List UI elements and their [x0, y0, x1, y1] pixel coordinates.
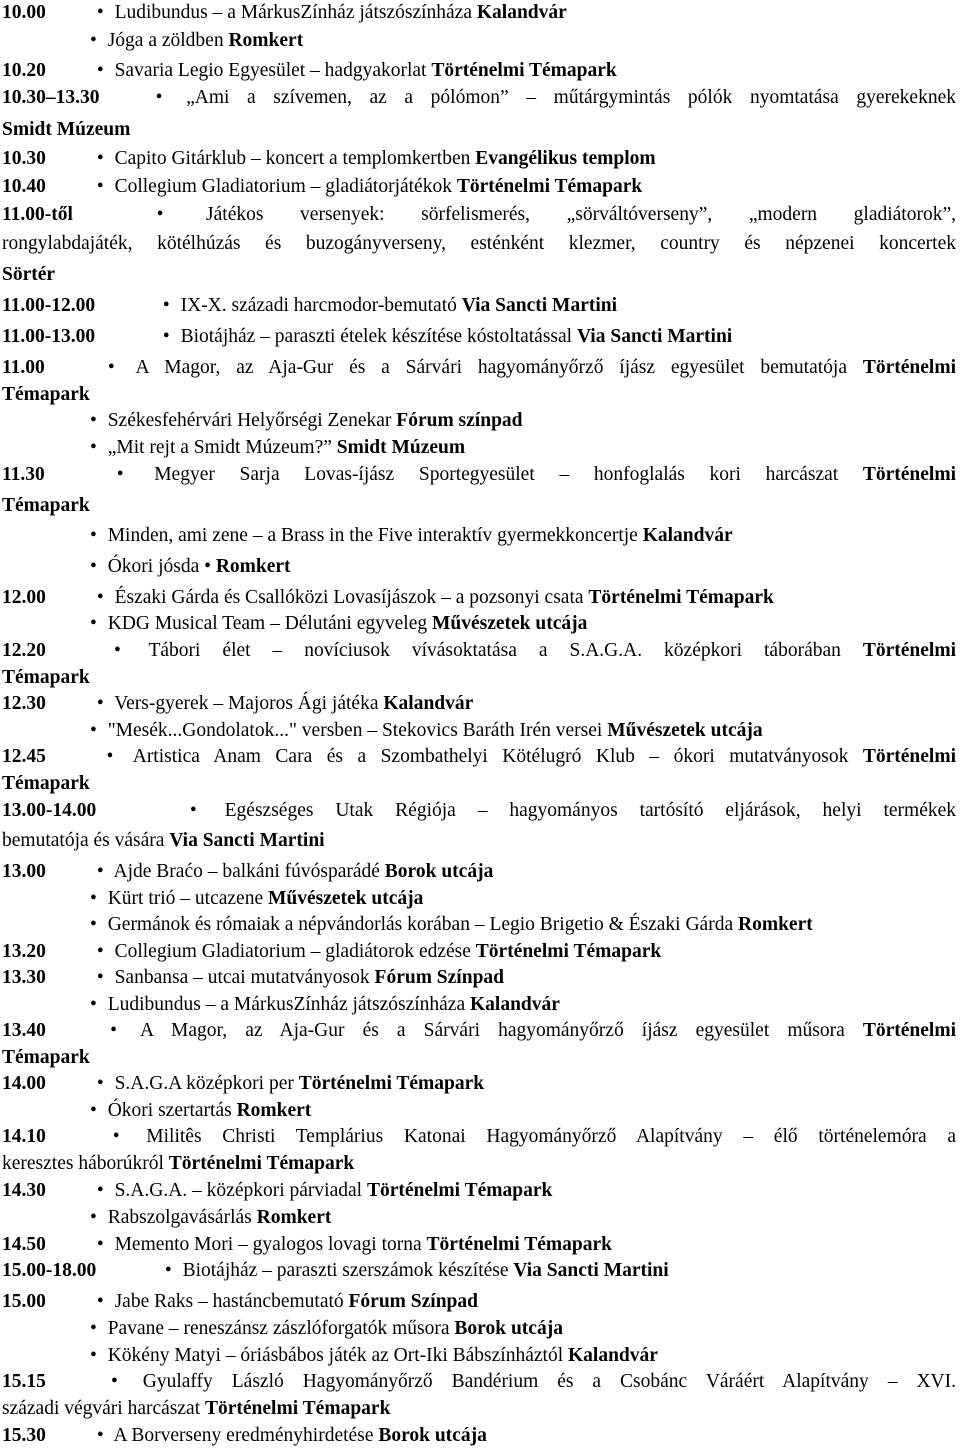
event-description: Ajde Braćo – balkáni fúvósparádé	[113, 861, 380, 882]
bullet-icon: •	[164, 1260, 172, 1281]
bullet-icon: •	[106, 746, 114, 767]
event-description: Collegium Gladiatorium – gladiátorjátékok	[114, 176, 452, 197]
bullet-icon: •	[90, 888, 97, 909]
event-location: Evangélikus templom	[475, 148, 656, 169]
event-description: "Mesék...Gondolatok..." versben – Stekovics Baráth Irén versei	[107, 720, 603, 741]
program-line	[2, 586, 956, 610]
event-time: 12.30	[2, 693, 46, 714]
program-line	[2, 829, 956, 853]
bullet-icon: •	[96, 176, 104, 197]
event-time: 14.10	[2, 1126, 46, 1147]
program-line	[2, 86, 956, 110]
event-description: keresztes háborúkról	[2, 1153, 164, 1174]
program-line	[2, 356, 956, 380]
event-description: Kürt trió – utcazene	[107, 888, 264, 909]
program-line	[2, 940, 956, 964]
bullet-icon: •	[96, 1180, 104, 1201]
bullet-icon: •	[90, 613, 97, 634]
event-description: Germánok és rómaiak a népvándorlás korában – Legio Brigetio & Északi Gárda	[107, 914, 734, 935]
event-location: Kalandvár	[469, 994, 560, 1015]
event-description: Biotájház – paraszti szerszámok készítése	[182, 1260, 509, 1281]
event-time: 11.00-12.00	[2, 295, 96, 316]
bullet-icon: •	[90, 410, 97, 431]
program-line	[2, 1397, 956, 1421]
event-time: 12.20	[2, 640, 46, 661]
program-line	[2, 799, 956, 823]
event-time: 10.30–13.30	[2, 87, 100, 108]
program-line	[2, 966, 956, 990]
bullet-icon: •	[107, 357, 115, 378]
event-location: Témapark	[2, 1047, 90, 1068]
event-location: Művészetek utcája	[267, 888, 424, 909]
event-time: 15.00-18.00	[2, 1260, 97, 1281]
event-location: Via Sancti Martini	[576, 326, 733, 347]
event-location: Témapark	[2, 384, 90, 405]
event-description: Capito Gitárklub – koncert a templomkertben	[114, 148, 471, 169]
event-description: KDG Musical Team – Délutáni egyveleg	[107, 613, 428, 634]
event-location: Borok utcája	[378, 1425, 487, 1446]
bullet-icon: •	[90, 994, 97, 1015]
event-location: Via Sancti Martini	[461, 295, 618, 316]
program-line	[2, 913, 956, 937]
program-line	[2, 325, 956, 349]
bullet-icon: •	[162, 295, 170, 316]
event-location: Sörtér	[2, 264, 56, 285]
event-description: A Magor, az Aja-Gur és a Sárvári hagyományőrző íjász egyesület bemutatója	[135, 357, 847, 378]
program-line	[2, 436, 956, 460]
program-line	[2, 745, 956, 769]
program-line	[2, 147, 956, 171]
event-location: Történelmi Témapark	[475, 941, 662, 962]
event-description: IX-X. századi harcmodor-bemutató	[180, 295, 457, 316]
event-description: Játékos versenyek: sörfelismerés, „sörváltóverseny”, „modern gladiátorok”,	[206, 204, 957, 225]
event-description: A Magor, az Aja-Gur és a Sárvári hagyományőrző íjász egyesület műsora	[139, 1020, 845, 1041]
event-time: 14.30	[2, 1180, 46, 1201]
event-description: Pavane – reneszánsz zászlóforgatók műsora	[107, 1318, 450, 1339]
event-description: Militês Christi Templárius Katonai Hagyományőrző Alapítvány – élő történelemóra a	[146, 1126, 957, 1147]
program-line	[2, 1206, 956, 1230]
bullet-icon: •	[90, 525, 97, 546]
event-time: 10.20	[2, 60, 46, 81]
bullet-icon: •	[189, 800, 197, 821]
event-location: Történelmi Témapark	[456, 176, 643, 197]
event-time: 14.00	[2, 1073, 46, 1094]
program-line	[2, 860, 956, 884]
program-line	[2, 1152, 956, 1176]
bullet-icon: •	[96, 1234, 104, 1255]
event-location: Történelmi Témapark	[168, 1153, 355, 1174]
event-location: Romkert	[738, 914, 813, 935]
event-description: Jabe Raks – hastáncbemutató	[114, 1291, 344, 1312]
event-time: 11.00-től	[2, 204, 73, 225]
program-line	[2, 1072, 956, 1096]
event-time: 13.00-14.00	[2, 800, 97, 821]
program-line	[2, 639, 956, 663]
event-description: Ludibundus – a MárkusZínház játszószínháza	[107, 994, 466, 1015]
event-location: Történelmi	[862, 464, 956, 485]
event-description: A Borverseny eredményhirdetése	[113, 1425, 374, 1446]
bullet-icon: •	[96, 941, 104, 962]
program-line	[2, 1290, 956, 1314]
event-description: S.A.G.A. – középkori párviadal	[114, 1180, 363, 1201]
event-description: Ludibundus – a MárkusZínház játszószínháza	[114, 2, 472, 23]
program-line	[2, 1179, 956, 1203]
event-description: Északi Gárda és Csallóközi Lovasíjászok – a pozsonyi csata	[114, 587, 584, 608]
program-line	[2, 772, 956, 796]
event-location: Smidt Múzeum	[2, 119, 131, 140]
event-description: Collegium Gladiatorium – gladiátorok edzése	[114, 941, 471, 962]
bullet-icon: •	[112, 1126, 120, 1147]
event-description: Rabszolgavásárlás	[107, 1207, 252, 1228]
event-description: Ókori jósda •	[107, 556, 211, 577]
event-description: Gyulaffy László Hagyományőrző Bandérium és a Csobánc Váráért Alapítvány – XVI.	[142, 1371, 957, 1392]
event-description: bemutatója és vására	[2, 830, 165, 851]
event-location: Fórum Színpad	[374, 967, 505, 988]
program-line	[2, 993, 956, 1017]
event-time: 15.00	[2, 1291, 46, 1312]
event-location: Történelmi	[862, 746, 956, 767]
event-description: „Ami a szívemen, az a pólómon” – műtárgymintás pólók nyomtatása gyerekeknek	[186, 87, 956, 108]
bullet-icon: •	[96, 587, 104, 608]
event-location: Témapark	[2, 667, 90, 688]
event-time: 13.00	[2, 861, 46, 882]
program-line	[2, 29, 956, 53]
program-line	[2, 1424, 956, 1448]
event-location: Történelmi	[862, 640, 957, 661]
event-location: Művészetek utcája	[607, 720, 763, 741]
bullet-icon: •	[96, 967, 104, 988]
event-location: Via Sancti Martini	[169, 830, 325, 851]
program-line	[2, 232, 956, 256]
event-description: Ókori szertartás	[107, 1100, 232, 1121]
bullet-icon: •	[155, 87, 163, 108]
program-line	[2, 1125, 956, 1149]
program-line	[2, 383, 956, 407]
bullet-icon: •	[90, 1100, 97, 1121]
event-time: 13.40	[2, 1020, 46, 1041]
event-description: Székesfehérvári Helyőrségi Zenekar	[107, 410, 392, 431]
event-location: Romkert	[236, 1100, 312, 1121]
event-time: 10.00	[2, 2, 46, 23]
event-time: 10.30	[2, 148, 46, 169]
program-line	[2, 1, 956, 25]
event-location: Kalandvár	[642, 525, 733, 546]
program-line	[2, 1317, 956, 1341]
program-line	[2, 1099, 956, 1123]
event-description: Memento Mori – gyalogos lovagi torna	[114, 1234, 422, 1255]
event-time: 11.30	[2, 464, 45, 485]
bullet-icon: •	[96, 1291, 104, 1312]
program-line	[2, 1344, 956, 1368]
event-location: Romkert	[228, 30, 304, 51]
event-location: Romkert	[215, 556, 291, 577]
event-description: Vers-gyerek – Majoros Ági játéka	[114, 693, 379, 714]
event-description: Biotájház – paraszti ételek készítése kóstoltatással	[180, 326, 573, 347]
event-location: Borok utcája	[454, 1318, 563, 1339]
bullet-icon: •	[96, 861, 104, 882]
event-time: 14.50	[2, 1234, 46, 1255]
program-line	[2, 1233, 956, 1257]
event-location: Történelmi Témapark	[588, 587, 774, 608]
event-location: Történelmi Témapark	[366, 1180, 553, 1201]
event-location: Témapark	[2, 495, 90, 516]
bullet-icon: •	[116, 464, 124, 485]
program-line	[2, 612, 956, 636]
event-location: Fórum színpad	[396, 410, 523, 431]
bullet-icon: •	[110, 1020, 117, 1041]
event-description: Savaria Legio Egyesület – hadgyakorlat	[114, 60, 427, 81]
event-time: 13.20	[2, 941, 46, 962]
program-line	[2, 409, 956, 433]
event-location: Történelmi Témapark	[298, 1073, 485, 1094]
event-location: Történelmi	[862, 1020, 956, 1041]
event-description: Artistica Anam Cara és a Szombathelyi Kötélugró Klub – ókori mutatványosok	[132, 746, 849, 767]
event-location: Történelmi Témapark	[426, 1234, 612, 1255]
program-line	[2, 494, 956, 518]
bullet-icon: •	[96, 1073, 104, 1094]
event-description: Egészséges Utak Régiója – hagyományos tartósító eljárások, helyi termékek	[224, 800, 956, 821]
bullet-icon: •	[90, 1345, 97, 1366]
program-line	[2, 263, 956, 287]
bullet-icon: •	[90, 720, 97, 741]
program-line	[2, 175, 956, 199]
event-time: 12.45	[2, 746, 46, 767]
program-line	[2, 1046, 956, 1070]
event-location: Kalandvár	[383, 693, 474, 714]
event-time: 15.15	[2, 1371, 46, 1392]
program-line	[2, 887, 956, 911]
bullet-icon: •	[156, 204, 164, 225]
bullet-icon: •	[96, 693, 104, 714]
event-location: Via Sancti Martini	[513, 1260, 669, 1281]
program-line	[2, 719, 956, 743]
event-location: Történelmi Témapark	[431, 60, 617, 81]
event-location: Borok utcája	[384, 861, 494, 882]
event-location: Művészetek utcája	[431, 613, 588, 634]
bullet-icon: •	[90, 1318, 97, 1339]
program-line	[2, 1019, 956, 1043]
bullet-icon: •	[96, 2, 104, 23]
event-location: Romkert	[256, 1207, 332, 1228]
event-time: 13.30	[2, 967, 46, 988]
program-line	[2, 555, 956, 579]
event-description: Minden, ami zene – a Brass in the Five interaktív gyermekkoncertje	[107, 525, 638, 546]
bullet-icon: •	[96, 60, 104, 81]
event-description: századi végvári harcászat	[2, 1398, 201, 1419]
program-line	[2, 294, 956, 318]
event-time: 15.30	[2, 1425, 46, 1446]
bullet-icon: •	[90, 914, 97, 935]
event-description: Jóga a zöldben	[107, 30, 224, 51]
program-line	[2, 118, 956, 142]
program-line	[2, 1370, 956, 1394]
bullet-icon: •	[96, 1425, 104, 1446]
event-description: S.A.G.A középkori per	[114, 1073, 294, 1094]
event-time: 11.00	[2, 357, 45, 378]
bullet-icon: •	[162, 326, 170, 347]
bullet-icon: •	[90, 1207, 97, 1228]
program-line	[2, 463, 956, 487]
program-line	[2, 692, 956, 716]
event-time: 12.00	[2, 587, 46, 608]
bullet-icon: •	[90, 30, 97, 51]
event-location: Történelmi	[862, 357, 956, 378]
event-location: Fórum Színpad	[348, 1291, 478, 1312]
bullet-icon: •	[90, 437, 97, 458]
event-location: Történelmi Témapark	[205, 1398, 391, 1419]
event-description: rongylabdajáték, kötélhúzás és buzogányverseny, esténként klezmer, country és népzenei koncertek	[2, 233, 956, 254]
event-description: „Mit rejt a Smidt Múzeum?”	[107, 437, 332, 458]
event-time: 11.00-13.00	[2, 326, 96, 347]
bullet-icon: •	[90, 556, 97, 577]
program-line	[2, 666, 956, 690]
event-location: Kalandvár	[568, 1345, 658, 1366]
event-location: Smidt Múzeum	[336, 437, 466, 458]
program-line	[2, 1259, 956, 1283]
program-line	[2, 524, 956, 548]
program-line	[2, 203, 956, 227]
event-description: Megyer Sarja Lovas-íjász Sportegyesület – honfoglalás kori harcászat	[154, 464, 839, 485]
bullet-icon: •	[96, 148, 104, 169]
program-line	[2, 59, 956, 83]
event-location: Kalandvár	[476, 2, 567, 23]
event-description: Sanbansa – utcai mutatványosok	[114, 967, 370, 988]
bullet-icon: •	[110, 1371, 118, 1392]
bullet-icon: •	[113, 640, 121, 661]
event-description: Tábori élet – novíciusok vívásoktatása a S.A.G.A. középkori táborában	[148, 640, 841, 661]
event-time: 10.40	[2, 176, 46, 197]
event-location: Témapark	[2, 773, 90, 794]
event-description: Kökény Matyi – óriásbábos játék az Ort-Iki Bábszínháztól	[107, 1345, 564, 1366]
